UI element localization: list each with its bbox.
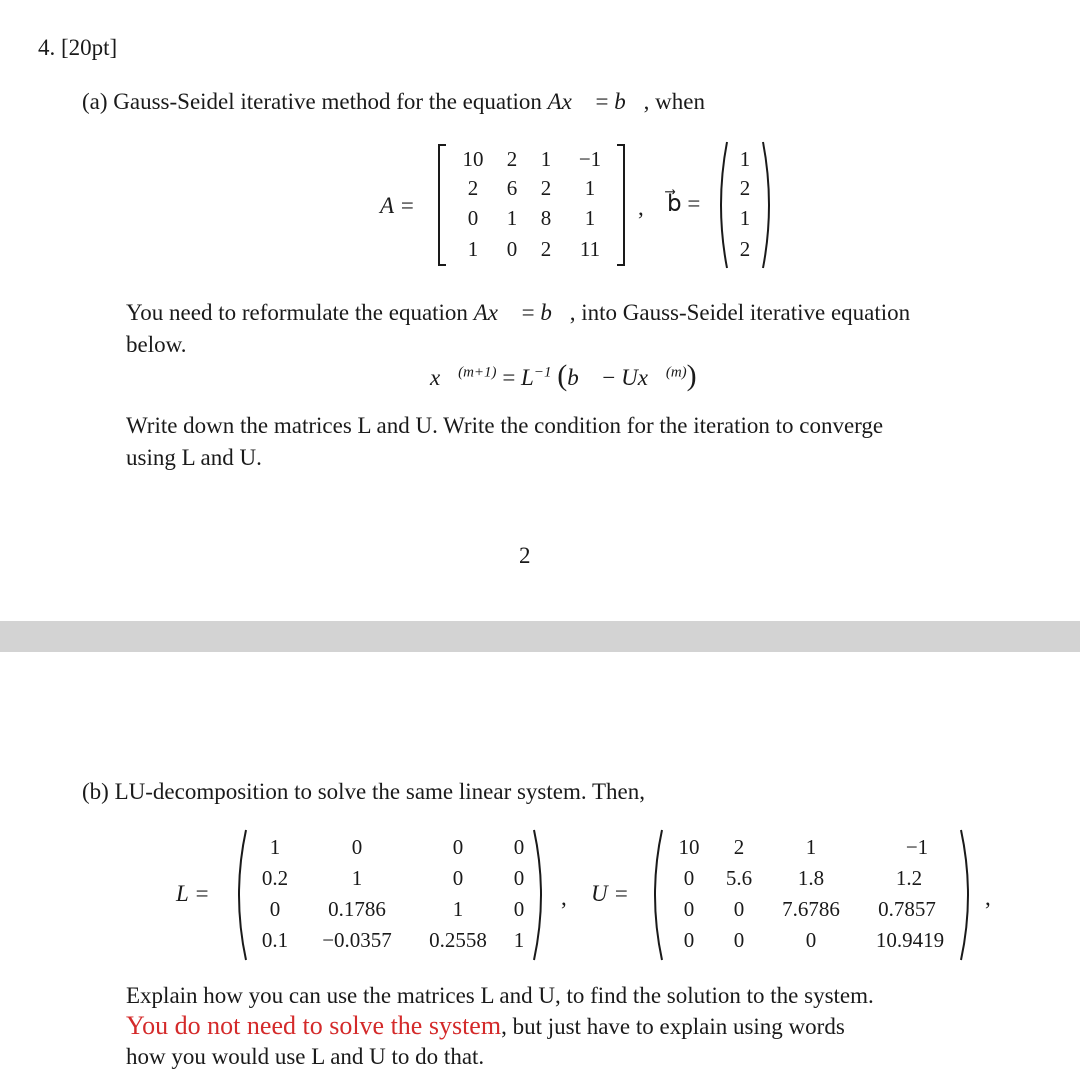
matrix-l-cell: 1 (452, 897, 464, 921)
vector-b-right-paren (761, 142, 775, 268)
part-a-intro-text: Gauss-Seidel iterative method for the equation (113, 89, 542, 114)
matrix-l-cell: 1 (513, 928, 525, 952)
explain-line-1: Explain how you can use the matrices L and U, to find the solution to the system. (126, 983, 874, 1008)
matrix-a-cell: 1 (506, 206, 518, 230)
matrix-u-cell: 0 (683, 897, 695, 921)
question-line-1: Write down the matrices L and U. Write the condition for the iteration to converge (126, 413, 884, 438)
explain-line-2 (126, 1011, 845, 1042)
matrix-u-cell: 1.2 (895, 866, 923, 890)
part-b-label: (b) (82, 779, 109, 804)
vector-b-cell: 1 (739, 147, 751, 171)
matrix-a-cell: 1 (540, 147, 552, 171)
matrix-a-cell: 1 (467, 237, 479, 261)
problem-index: 4. (38, 35, 56, 60)
question-line-2: using L and U. (126, 445, 262, 470)
part-a-intro-tail: , when (643, 89, 705, 114)
matrix-l-comma: , (561, 885, 567, 910)
matrix-a-cell: 0 (467, 206, 479, 230)
matrix-l-right-paren (532, 830, 548, 960)
matrix-a-cell: 1 (584, 176, 596, 200)
matrix-a-cell: 1 (584, 206, 596, 230)
matrix-l-cell: 0.1 (261, 928, 289, 952)
problem-number (38, 33, 117, 63)
matrix-u-cell: 0 (805, 928, 817, 952)
matrix-u-comma: , (985, 885, 991, 910)
matrix-l-cell: 0 (452, 835, 464, 859)
matrix-a-cell: 0 (506, 237, 518, 261)
vector-b-label: b⃗ = (667, 191, 701, 216)
matrix-l-cell: 0.2 (261, 866, 289, 890)
matrix-a-cell: 2 (540, 237, 552, 261)
matrix-u-cell: 1 (805, 835, 817, 859)
page-separator (0, 621, 1080, 652)
problem-points: [20pt] (61, 35, 118, 60)
part-a-intro (82, 87, 705, 117)
matrix-u-cell: 0 (683, 866, 695, 890)
reformulate-line-1: You need to reformulate the equation Ax⃗ = b⃗, into Gauss-Seidel iterative equation (126, 300, 911, 325)
matrix-u-right-paren (959, 830, 975, 960)
matrix-l-cell: 0 (269, 897, 281, 921)
matrix-u-cell: 0.7857 (878, 897, 936, 921)
matrix-u-cell: 7.6786 (782, 897, 840, 921)
matrix-u-cell: 0 (683, 928, 695, 952)
explain-line-2-tail: , but just have to explain using words (501, 1014, 845, 1039)
matrix-a-cell: 11 (579, 237, 601, 261)
matrix-u-cell: 10.9419 (875, 928, 945, 952)
matrix-u-left-paren (648, 830, 664, 960)
matrix-l-cell: 0 (513, 866, 525, 890)
matrix-l-cell: −0.0357 (322, 928, 392, 952)
matrix-l-cell: 0 (351, 835, 363, 859)
vector-b-cell: 1 (739, 206, 751, 230)
matrix-a-cell: 10 (462, 147, 484, 171)
matrix-a-cell: 6 (506, 176, 518, 200)
page-number: 2 (519, 543, 531, 568)
matrix-l-cell: 1 (351, 866, 363, 890)
matrix-u-cell: −1 (905, 835, 929, 859)
matrix-a-right-bracket (616, 145, 626, 265)
equation-inline: Ax⃗ = b⃗ (547, 89, 644, 114)
matrix-u-cell: 0 (733, 897, 745, 921)
matrix-u-cell: 10 (678, 835, 700, 859)
matrix-l-cell: 0 (513, 835, 525, 859)
matrix-l-cell: 1 (269, 835, 281, 859)
matrix-a-cell: 2 (506, 147, 518, 171)
matrix-u-cell: 2 (733, 835, 745, 859)
vector-b-cell: 2 (739, 237, 751, 261)
matrix-l-label: L = (176, 881, 210, 906)
matrix-u-cell: 5.6 (725, 866, 753, 890)
matrix-a-label: A = (380, 193, 415, 218)
reformulate-line-2: below. (126, 332, 187, 357)
matrix-u-cell: 0 (733, 928, 745, 952)
vector-b-cell: 2 (739, 176, 751, 200)
part-b-intro-text: LU-decomposition to solve the same linear system. Then, (114, 779, 645, 804)
gauss-seidel-equation: x⃗$^{(m+1)}$ = $L^{-1}$ (b⃗ − Ux⃗$^{(m)}$) (430, 359, 697, 392)
matrix-a-comma: , (638, 195, 644, 220)
matrix-l-cell: 0.2558 (429, 928, 487, 952)
matrix-u-label: U = (591, 881, 629, 906)
matrix-u-cell: 1.8 (797, 866, 825, 890)
matrix-a-cell: −1 (578, 147, 602, 171)
matrix-a-cell: 2 (467, 176, 479, 200)
matrix-a-left-bracket (438, 145, 448, 265)
part-b-intro (82, 777, 645, 807)
matrix-a-cell: 8 (540, 206, 552, 230)
explain-red-emphasis: You do not need to solve the system (126, 1011, 502, 1040)
matrix-l-cell: 0 (452, 866, 464, 890)
matrix-a-cell: 2 (540, 176, 552, 200)
explain-line-3: how you would use L and U to do that. (126, 1044, 485, 1069)
part-a-label: (a) (82, 89, 108, 114)
matrix-l-cell: 0.1786 (328, 897, 386, 921)
matrix-l-cell: 0 (513, 897, 525, 921)
vector-b-left-paren (715, 142, 729, 268)
matrix-l-left-paren (232, 830, 248, 960)
